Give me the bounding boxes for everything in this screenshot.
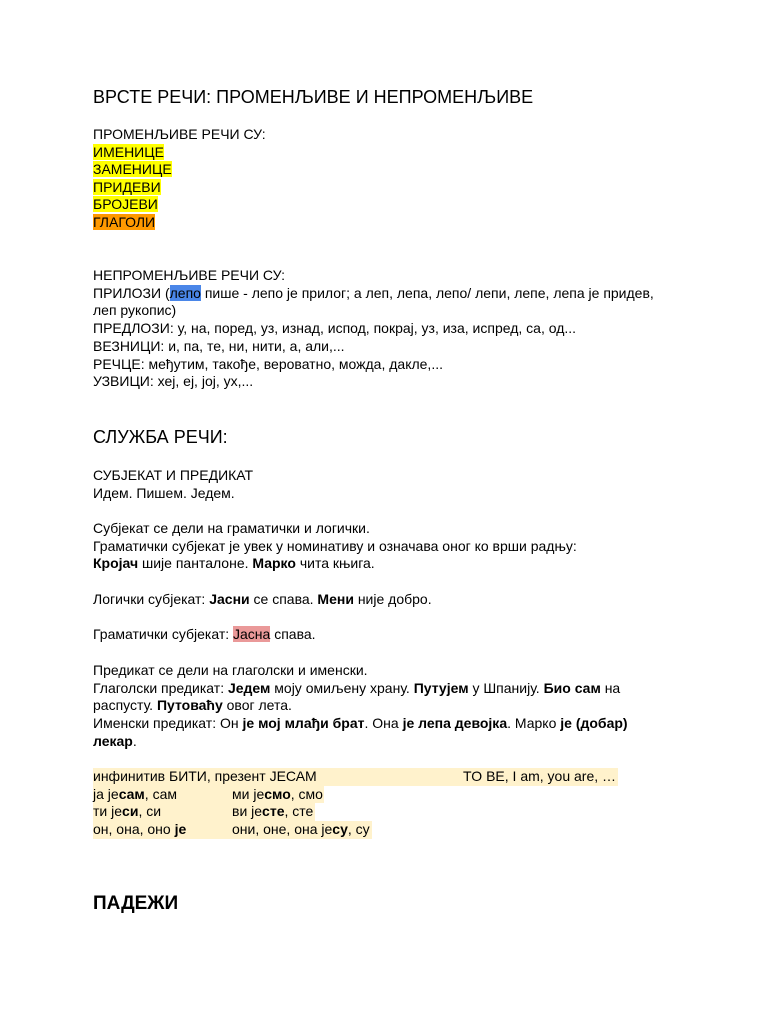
text-run: , сам <box>144 786 177 802</box>
bold-word: сте <box>262 803 285 819</box>
conjugation-cell <box>232 786 323 804</box>
adverbs-line-2: леп рукопис) <box>93 302 177 318</box>
highlighted-text: ЗАМЕНИЦЕ <box>93 161 172 177</box>
list-item-nouns <box>93 144 164 162</box>
list-item-adjectives <box>93 179 161 197</box>
list-item-verbs <box>93 214 155 232</box>
unchangeable-heading: НЕПРОМЕНЉИВЕ РЕЧИ СУ: <box>93 267 286 283</box>
bold-word: Кројач <box>93 555 139 571</box>
text-run: није добро. <box>353 591 432 607</box>
verbal-predicate-line <box>93 680 620 698</box>
bold-word: лекар <box>93 733 133 749</box>
interjections-line: УЗВИЦИ: хеј, еј, јој, ух,... <box>93 373 254 389</box>
text-run: Граматички субјекат: <box>93 626 234 642</box>
conjugation-cell <box>93 821 186 839</box>
highlighted-text: ПРИДЕВИ <box>93 179 161 195</box>
bold-word: Мени <box>317 591 354 607</box>
gram-subject-line <box>93 626 316 644</box>
verbal-predicate-line-2 <box>93 697 292 715</box>
highlighted-text: Јасна <box>233 626 271 642</box>
section-heading-function: СЛУЖБА РЕЧИ: <box>93 427 228 447</box>
bold-word: смо <box>264 786 291 802</box>
text-run: Именски предикат: Он <box>93 715 243 731</box>
text-run: у Шпанију. <box>468 680 544 696</box>
list-item-numbers <box>93 196 158 214</box>
subj-pred-examples: Идем. Пишем. Једем. <box>93 485 235 501</box>
bold-word: Путоваћу <box>156 697 223 713</box>
text-run: овог лета. <box>222 697 292 713</box>
subj-pred-heading: СУБЈЕКАТ И ПРЕДИКАТ <box>93 467 254 483</box>
bold-word: је мој млађи брат <box>242 715 365 731</box>
text-run: . Она <box>364 715 403 731</box>
conjugation-cell <box>232 803 313 821</box>
text-run: моју омиљену храну. <box>270 680 414 696</box>
nominal-predicate-line <box>93 715 628 733</box>
section-heading-cases: ПАДЕЖИ <box>93 893 179 914</box>
text-run: он, она, оно <box>93 821 175 837</box>
conjugation-cell <box>93 786 177 804</box>
bold-word: Марко <box>252 555 296 571</box>
biti-header-left: инфинитив БИТИ, презент ЈЕСАМ <box>93 768 317 784</box>
text-run: они, оне, она је <box>232 821 333 837</box>
logical-subject-line <box>93 591 432 609</box>
text-run: , смо <box>290 786 323 802</box>
biti-header-right: TO BE, I am, you are, … <box>463 768 617 784</box>
text-run: ви је <box>232 803 263 819</box>
conjugation-cell <box>93 803 161 821</box>
bold-word: Био сам <box>543 680 601 696</box>
gram-subject-definition: Граматички субјекат је увек у номинативу и означава оног ко врши радњу: <box>93 538 577 554</box>
bold-word: Једем <box>227 680 271 696</box>
predicate-split-text: Предикат се дели на глаголски и именски. <box>93 662 368 678</box>
text-run: шије панталоне. <box>138 555 253 571</box>
text-run: ми је <box>232 786 265 802</box>
text-run: , сте <box>284 803 314 819</box>
prepositions-line: ПРЕДЛОЗИ: у, на, поред, уз, изнад, испод, покрај, уз, иза, испред, са, од... <box>93 320 577 336</box>
text-run: се спава. <box>249 591 318 607</box>
text-run: спава. <box>270 626 316 642</box>
conjunctions-line: ВЕЗНИЦИ: и, па, те, ни, нити, а, али,... <box>93 338 345 354</box>
text-run: Логички субјекат: <box>93 591 210 607</box>
text-run: , си <box>138 803 162 819</box>
text-run: . <box>132 733 137 749</box>
page-title: ВРСТЕ РЕЧИ: ПРОМЕНЉИВЕ И НЕПРОМЕНЉИВЕ <box>93 87 534 107</box>
bold-word: су <box>332 821 348 837</box>
text-run: чита књига. <box>295 555 375 571</box>
text-run: распусту. <box>93 697 157 713</box>
gram-subject-examples <box>93 555 375 573</box>
bold-word: је <box>174 821 187 837</box>
highlighted-text: БРОЈЕВИ <box>93 196 158 212</box>
subject-split-text: Субјекат се дели на граматички и логички. <box>93 520 370 536</box>
bold-word: си <box>122 803 139 819</box>
text-run: . Марко <box>507 715 561 731</box>
highlighted-text: ИМЕНИЦЕ <box>93 144 164 160</box>
bold-word: Путујем <box>413 680 469 696</box>
highlighted-text: ГЛАГОЛИ <box>93 214 156 230</box>
bold-word: је лепа девојка <box>402 715 508 731</box>
bold-word: сам <box>118 786 145 802</box>
conjugation-cell <box>232 821 370 839</box>
text-run: Глаголски предикат: <box>93 680 228 696</box>
changeable-heading: ПРОМЕНЉИВЕ РЕЧИ СУ: <box>93 126 266 142</box>
text-run: ти је <box>93 803 123 819</box>
adverbs-prefix: ПРИЛОЗИ ( <box>93 285 170 301</box>
list-item-pronouns <box>93 161 172 179</box>
adverbs-rest: пише - лепо је прилог; а леп, лепа, лепо/ лепи, лепе, лепа је придев, <box>200 285 654 301</box>
adverbs-line <box>93 285 654 303</box>
text-run: , су <box>347 821 370 837</box>
bold-word: Јасни <box>209 591 250 607</box>
text-run: на <box>600 680 621 696</box>
bold-word: је (добар) <box>560 715 628 731</box>
text-run: ја је <box>93 786 119 802</box>
particles-line: РЕЧЦЕ: међутим, такође, вероватно, можда, дакле,... <box>93 356 443 372</box>
nominal-predicate-line-2 <box>93 733 137 751</box>
selected-word[interactable]: лепо <box>169 285 201 301</box>
